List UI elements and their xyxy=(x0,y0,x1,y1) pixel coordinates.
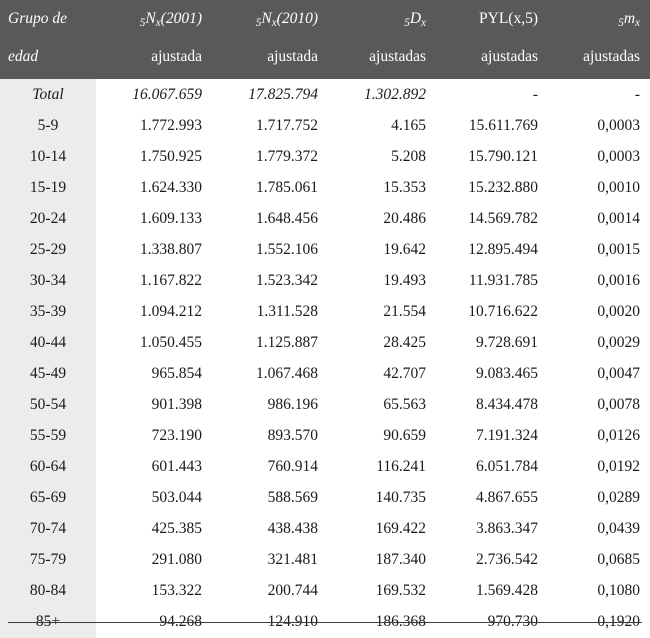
cell-pyl: 3.863.347 xyxy=(476,519,538,537)
cell-n2001: 965.854 xyxy=(151,364,202,382)
header-symbol-n2001: N xyxy=(145,10,156,28)
column-header-dx xyxy=(328,0,436,38)
cell-grupo-edad: Total xyxy=(0,79,96,110)
cell-mx: 0,0010 xyxy=(597,178,640,196)
cell-n2001: 503.044 xyxy=(151,488,202,506)
cell-n2010: 1.717.752 xyxy=(256,116,318,134)
column-header-n2010 xyxy=(212,0,328,38)
cell-dx: 187.340 xyxy=(375,550,426,568)
cell-pyl: 15.611.769 xyxy=(468,116,538,134)
cell-n2010: 1.067.468 xyxy=(256,364,318,382)
cell-grupo-edad: 30-34 xyxy=(0,265,96,296)
header-sub-x-dx: x xyxy=(421,17,426,30)
cell-mx: 0,0020 xyxy=(597,302,640,320)
cell-n2001: 1.772.993 xyxy=(140,116,202,134)
cell-mx: - xyxy=(634,85,640,103)
cell-pyl: 4.867.655 xyxy=(476,488,538,506)
cell-pyl: - xyxy=(532,85,538,103)
column-subheader-pyl: ajustadas xyxy=(436,38,548,79)
column-header-grupo-edad-line1: Grupo de xyxy=(0,0,96,38)
header-sub-prefix-dx: 5 xyxy=(404,17,410,30)
cell-grupo-edad: 70-74 xyxy=(0,513,96,544)
cell-dx: 21.554 xyxy=(383,302,426,320)
cell-n2001: 291.080 xyxy=(151,550,202,568)
cell-grupo-edad: 40-44 xyxy=(0,327,96,358)
header-post-n2010: (2010) xyxy=(276,10,318,28)
cell-mx: 0,0047 xyxy=(597,364,640,382)
cell-n2010: 1.648.456 xyxy=(256,209,318,227)
table-header xyxy=(0,0,650,79)
header-symbol-n2010: N xyxy=(261,10,272,28)
cell-n2010: 588.569 xyxy=(267,488,318,506)
cell-dx: 4.165 xyxy=(391,116,426,134)
cell-mx: 0,0126 xyxy=(597,426,640,444)
cell-n2001: 16.067.659 xyxy=(132,85,202,103)
column-header-pyl: PYL(x,5) xyxy=(436,0,548,38)
cell-n2001: 1.750.925 xyxy=(140,147,202,165)
cell-n2010: 1.779.372 xyxy=(256,147,318,165)
header-sub-x-mx: x xyxy=(635,17,640,30)
cell-mx: 0,0029 xyxy=(597,333,640,351)
cell-dx: 90.659 xyxy=(383,426,426,444)
cell-pyl: 8.434.478 xyxy=(476,395,538,413)
cell-pyl: 7.191.324 xyxy=(476,426,538,444)
header-sub-prefix-n2001: 5 xyxy=(139,17,146,30)
cell-pyl: 9.728.691 xyxy=(476,333,538,351)
table-row xyxy=(0,544,650,575)
cell-n2010: 1.552.106 xyxy=(256,240,318,258)
cell-pyl: 11.931.785 xyxy=(468,271,538,289)
table-row xyxy=(0,110,650,141)
cell-pyl: 1.569.428 xyxy=(476,581,538,599)
cell-n2001: 425.385 xyxy=(151,519,202,537)
cell-n2010: 893.570 xyxy=(267,426,318,444)
cell-mx: 0,0003 xyxy=(597,116,640,134)
table-row xyxy=(0,141,650,172)
table-row xyxy=(0,358,650,389)
table-row xyxy=(0,296,650,327)
cell-pyl: 9.083.465 xyxy=(476,364,538,382)
cell-dx: 42.707 xyxy=(383,364,426,382)
table-row xyxy=(0,327,650,358)
cell-pyl: 15.232.880 xyxy=(468,178,538,196)
cell-pyl: 2.736.542 xyxy=(476,550,538,568)
header-sub-x-n2010: x xyxy=(271,17,277,30)
cell-n2010: 438.438 xyxy=(267,519,318,537)
cell-n2010: 321.481 xyxy=(267,550,318,568)
cell-n2010: 1.125.887 xyxy=(256,333,318,351)
column-subheader-n2001: ajustada xyxy=(96,38,212,79)
cell-n2001: 601.443 xyxy=(151,457,202,475)
cell-dx: 20.486 xyxy=(383,209,426,227)
cell-n2010: 986.196 xyxy=(267,395,318,413)
cell-mx: 0,0289 xyxy=(597,488,640,506)
cell-n2001: 153.322 xyxy=(151,581,202,599)
cell-pyl: 14.569.782 xyxy=(468,209,538,227)
cell-grupo-edad: 45-49 xyxy=(0,358,96,389)
cell-grupo-edad: 15-19 xyxy=(0,172,96,203)
cell-dx: 15.353 xyxy=(383,178,426,196)
cell-n2010: 124.910 xyxy=(267,613,318,631)
column-subheader-n2010: ajustada xyxy=(212,38,328,79)
cell-pyl: 10.716.622 xyxy=(468,302,538,320)
cell-mx: 0,1920 xyxy=(597,613,640,631)
cell-grupo-edad: 80-84 xyxy=(0,575,96,606)
cell-dx: 19.493 xyxy=(383,271,426,289)
table-row xyxy=(0,513,650,544)
cell-grupo-edad: 85+ xyxy=(0,606,96,638)
cell-grupo-edad: 25-29 xyxy=(0,234,96,265)
column-header-mx xyxy=(548,0,650,38)
cell-n2001: 1.609.133 xyxy=(140,209,202,227)
cell-pyl: 15.790.121 xyxy=(468,147,538,165)
cell-pyl: 970.730 xyxy=(487,613,538,631)
cell-grupo-edad: 60-64 xyxy=(0,451,96,482)
table-row xyxy=(0,79,650,110)
table-body xyxy=(0,79,650,638)
cell-grupo-edad: 55-59 xyxy=(0,420,96,451)
cell-n2001: 1.624.330 xyxy=(140,178,202,196)
cell-grupo-edad: 20-24 xyxy=(0,203,96,234)
table-row xyxy=(0,234,650,265)
cell-n2010: 200.744 xyxy=(267,581,318,599)
column-header-grupo-edad-line2: edad xyxy=(0,38,96,79)
cell-grupo-edad: 65-69 xyxy=(0,482,96,513)
column-subheader-mx: ajustadas xyxy=(548,38,650,79)
table-row xyxy=(0,575,650,606)
header-sub-prefix-n2010: 5 xyxy=(255,17,262,30)
cell-pyl: 6.051.784 xyxy=(476,457,538,475)
header-symbol-dx: D xyxy=(409,10,422,28)
cell-dx: 169.422 xyxy=(375,519,426,537)
cell-n2001: 901.398 xyxy=(151,395,202,413)
cell-n2001: 723.190 xyxy=(151,426,202,444)
cell-n2010: 1.785.061 xyxy=(256,178,318,196)
table-row xyxy=(0,482,650,513)
cell-mx: 0,0192 xyxy=(597,457,640,475)
cell-dx: 116.241 xyxy=(376,457,426,475)
cell-mx: 0,0078 xyxy=(597,395,640,413)
cell-n2010: 1.311.528 xyxy=(256,302,318,320)
table-row xyxy=(0,203,650,234)
column-header-n2001 xyxy=(96,0,212,38)
cell-n2001: 1.167.822 xyxy=(140,271,202,289)
header-sub-prefix-mx: 5 xyxy=(618,17,624,30)
cell-mx: 0,0439 xyxy=(597,519,640,537)
cell-grupo-edad: 10-14 xyxy=(0,141,96,172)
cell-dx: 169.532 xyxy=(375,581,426,599)
cell-grupo-edad: 5-9 xyxy=(0,110,96,141)
cell-dx: 186.368 xyxy=(375,613,426,631)
cell-dx: 5.208 xyxy=(391,147,426,165)
cell-n2010: 760.914 xyxy=(267,457,318,475)
header-post-n2001: (2001) xyxy=(160,10,202,28)
cell-dx: 140.735 xyxy=(375,488,426,506)
header-row-secondary xyxy=(0,38,650,79)
cell-dx: 28.425 xyxy=(383,333,426,351)
header-sub-x-n2001: x xyxy=(155,17,161,30)
cell-grupo-edad: 50-54 xyxy=(0,389,96,420)
cell-mx: 0,0016 xyxy=(597,271,640,289)
column-subheader-dx: ajustadas xyxy=(328,38,436,79)
cell-n2001: 1.338.807 xyxy=(140,240,202,258)
cell-grupo-edad: 75-79 xyxy=(0,544,96,575)
cell-dx: 65.563 xyxy=(383,395,426,413)
cell-n2010: 1.523.342 xyxy=(256,271,318,289)
cell-grupo-edad: 35-39 xyxy=(0,296,96,327)
table-row xyxy=(0,265,650,296)
cell-dx: 1.302.892 xyxy=(364,85,426,103)
table-row xyxy=(0,451,650,482)
table-row xyxy=(0,420,650,451)
cell-n2001: 1.094.212 xyxy=(140,302,202,320)
cell-pyl: 12.895.494 xyxy=(468,240,538,258)
header-symbol-mx: m xyxy=(623,10,636,28)
cell-mx: 0,0685 xyxy=(597,550,640,568)
table-row xyxy=(0,172,650,203)
cell-n2001: 94.268 xyxy=(159,613,202,631)
header-row-primary xyxy=(0,0,650,38)
cell-dx: 19.642 xyxy=(383,240,426,258)
table-row xyxy=(0,389,650,420)
cell-mx: 0,0003 xyxy=(597,147,640,165)
cell-mx: 0,0014 xyxy=(597,209,640,227)
cell-mx: 0,0015 xyxy=(597,240,640,258)
cell-n2001: 1.050.455 xyxy=(140,333,202,351)
cell-n2010: 17.825.794 xyxy=(248,85,318,103)
table-bottom-rule xyxy=(8,622,642,623)
cell-mx: 0,1080 xyxy=(597,581,640,599)
